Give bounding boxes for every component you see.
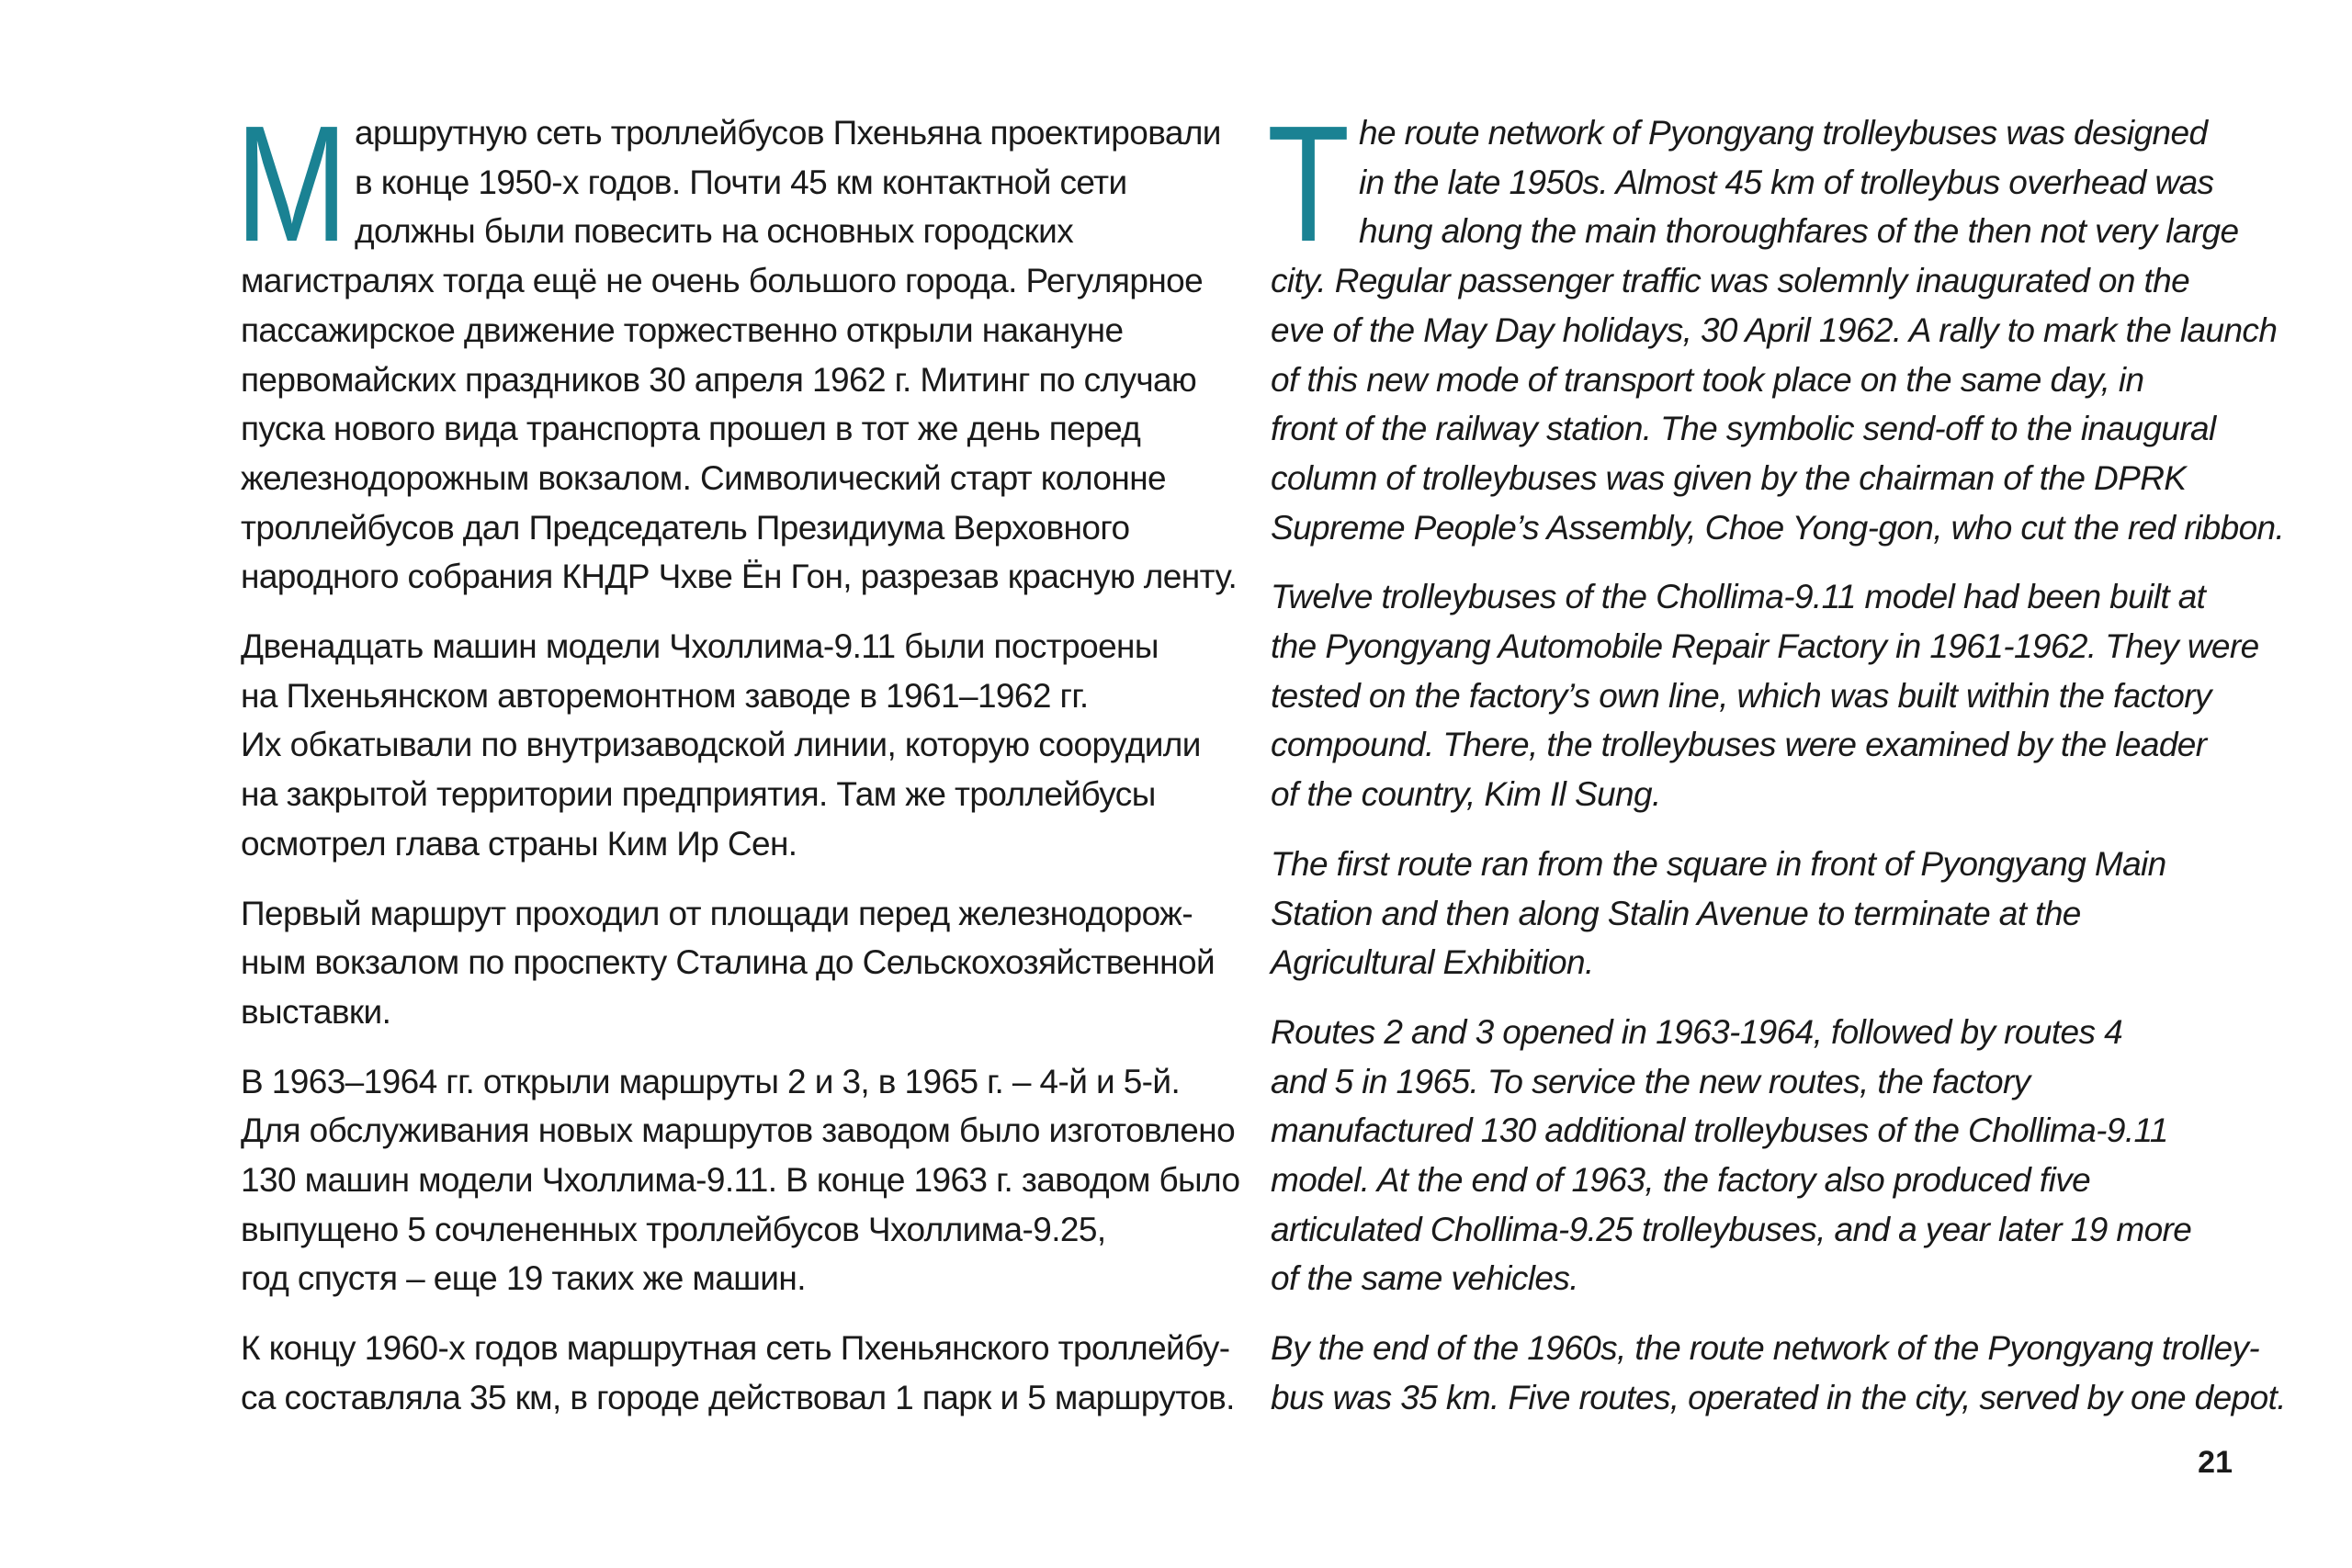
- en-line: column of trolleybuses was given by the chairman of the DPRK: [1271, 458, 2187, 497]
- ru-line: на Пхеньянском авторемонтном заводе в 1961–1962 гг.: [241, 676, 1089, 715]
- en-paragraph-2: [1271, 572, 2259, 819]
- ru-line: ным вокзалом по проспекту Сталина до Сельскохозяйственной: [241, 943, 1216, 982]
- ru-line: Первый маршрут проходил от площади перед железнодорож-: [241, 894, 1193, 932]
- en-line: of the country, Kim Il Sung.: [1271, 775, 1661, 814]
- ru-line: на закрытой территории предприятия. Там же троллейбусы: [241, 775, 1156, 814]
- ru-line: народного собрания КНДР Чхве Ён Гон, разрезав красную ленту.: [241, 558, 1238, 596]
- en-paragraph-4: [1271, 1008, 2231, 1303]
- en-line: of this new mode of transport took place on the same day, in: [1271, 360, 2144, 399]
- en-line: the Pyongyang Automobile Repair Factory in 1961-1962. They were: [1271, 627, 2259, 666]
- en-line: Agricultural Exhibition.: [1271, 943, 1594, 982]
- en-line: in the late 1950s. Almost 45 km of trolleybus overhead was: [1359, 163, 2214, 201]
- ru-line: Их обкатывали по внутризаводской линии, которую соорудили: [241, 726, 1201, 764]
- en-dropcap: T: [1267, 92, 1350, 276]
- ru-line: В 1963–1964 гг. открыли маршруты 2 и 3, в 1965 г. – 4-й и 5-й.: [241, 1062, 1181, 1100]
- ru-line: первомайских праздников 30 апреля 1962 г. Митинг по случаю: [241, 360, 1197, 399]
- ru-line: пассажирское движение торжественно открыли накануне: [241, 310, 1124, 349]
- en-line: hung along the main thoroughfares of the then not very large: [1359, 212, 2239, 251]
- ru-line: К концу 1960-х годов маршрутная сеть Пхеньянского троллейбу-: [241, 1329, 1230, 1368]
- ru-line: Для обслуживания новых маршрутов заводом было изготовлено: [241, 1111, 1236, 1150]
- en-line: eve of the May Day holidays, 30 April 1962. A rally to mark the launch: [1271, 310, 2278, 349]
- en-paragraph-1: [1267, 92, 2285, 552]
- en-line: he route network of Pyongyang trolleybuses was designed: [1359, 114, 2208, 152]
- en-paragraph-3: [1271, 840, 2231, 987]
- en-line: model. At the end of 1963, the factory also produced five: [1271, 1161, 2091, 1200]
- en-line: of the same vehicles.: [1271, 1259, 1578, 1298]
- ru-line: троллейбусов дал Председатель Президиума Верховного: [241, 508, 1130, 547]
- ru-line: выпущено 5 сочлененных троллейбусов Чхоллима-9.25,: [241, 1210, 1106, 1248]
- ru-paragraph-1: [235, 92, 1238, 602]
- ru-line: должны были повесить на основных городских: [355, 212, 1074, 251]
- ru-paragraph-2: [241, 622, 1201, 869]
- ru-line: Двенадцать машин модели Чхоллима-9.11 были построены: [241, 627, 1159, 666]
- ru-paragraph-4: [241, 1057, 1240, 1304]
- en-line: The first route ran from the square in front of Pyongyang Main: [1271, 844, 2166, 883]
- ru-line: в конце 1950-х годов. Почти 45 км контактной сети: [355, 163, 1127, 201]
- en-line: city. Regular passenger traffic was solemnly inaugurated on the: [1271, 262, 2190, 300]
- en-line: compound. There, the trolleybuses were examined by the leader: [1271, 726, 2207, 764]
- en-line: Twelve trolleybuses of the Chollima-9.11 model had been built at: [1271, 578, 2206, 616]
- en-line: bus was 35 km. Five routes, operated in the city, served by one depot.: [1271, 1378, 2286, 1416]
- ru-line: год спустя – еще 19 таких же машин.: [241, 1259, 806, 1298]
- ru-line: выставки.: [241, 992, 391, 1031]
- english-column: [1267, 92, 2286, 1443]
- en-line: front of the railway station. The symbolic send-off to the inaugural: [1271, 410, 2216, 448]
- en-line: tested on the factory’s own line, which was built within the factory: [1271, 676, 2211, 715]
- ru-line: са составляла 35 км, в городе действовал 1 парк и 5 маршрутов.: [241, 1378, 1235, 1416]
- ru-line: железнодорожным вокзалом. Символический старт колонне: [241, 458, 1167, 497]
- en-line: and 5 in 1965. To service the new routes, the factory: [1271, 1062, 2030, 1100]
- page-number: 21: [2198, 1445, 2233, 1480]
- ru-line: магистралях тогда ещё не очень большого города. Регулярное: [241, 262, 1204, 300]
- ru-paragraph-3: [241, 889, 1216, 1037]
- en-paragraph-5: [1271, 1324, 2286, 1422]
- ru-dropcap: М: [235, 92, 348, 276]
- en-line: Station and then along Stalin Avenue to terminate at the: [1271, 894, 2081, 932]
- en-line: articulated Chollima-9.25 trolleybuses, and a year later 19 more: [1271, 1210, 2192, 1248]
- en-line: Supreme People’s Assembly, Choe Yong-gon, who cut the red ribbon.: [1271, 508, 2285, 547]
- ru-paragraph-5: [241, 1324, 1235, 1422]
- ru-line: аршрутную сеть троллейбусов Пхеньяна проектировали: [355, 114, 1221, 152]
- en-line: By the end of the 1960s, the route network of the Pyongyang trolley-: [1271, 1329, 2260, 1368]
- russian-column: [235, 92, 1240, 1443]
- ru-line: 130 машин модели Чхоллима-9.11. В конце 1963 г. заводом было: [241, 1161, 1240, 1200]
- ru-line: осмотрел глава страны Ким Ир Сен.: [241, 824, 797, 863]
- ru-line: пуска нового вида транспорта прошел в тот же день перед: [241, 410, 1141, 448]
- en-line: Routes 2 and 3 opened in 1963-1964, followed by routes 4: [1271, 1012, 2123, 1051]
- en-line: manufactured 130 additional trolleybuses of the Chollima-9.11: [1271, 1111, 2168, 1150]
